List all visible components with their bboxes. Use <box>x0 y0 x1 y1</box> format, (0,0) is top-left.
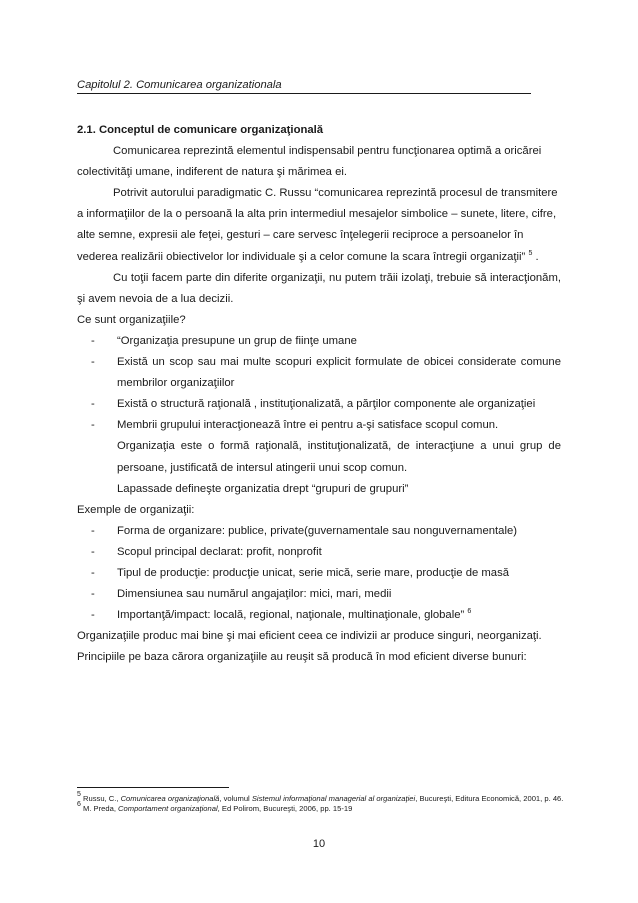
paragraph-russu-quote <box>77 183 561 267</box>
list-item-text: Există o structură raţională , instituţionalizată, a părţilor componente ale organizaţiei <box>117 398 536 411</box>
list-item <box>77 521 561 542</box>
list-dash: - <box>91 334 95 347</box>
footnote-volume: Sistemul informaţional managerial al organizaţiei <box>251 794 416 803</box>
footnote-text: , Bucureşti, Editura Economică, 2001, p. 46. <box>415 794 564 803</box>
list-item-text: Membrii grupului interacţionează între ei pentru a-şi satisface scopul comun. <box>117 419 499 432</box>
page-number: 10 <box>312 838 326 850</box>
list-item <box>77 394 561 415</box>
list-dash: - <box>91 545 95 558</box>
organization-definition: Organizaţia este o formă raţională, instituţionalizată, de interacţiune a unui grup de persoane, justificată de intersul atingerii unui scop comun. <box>117 440 561 474</box>
list-dash: - <box>91 566 95 579</box>
lapassade-definition: Lapassade defineşte organizatia drept “grupuri de grupuri” <box>117 482 409 495</box>
footnote-number: 5 <box>77 791 81 798</box>
list-item-text: Dimensiunea sau numărul angajaţilor: mici, mari, medii <box>117 588 392 601</box>
list-item <box>77 542 561 563</box>
list-item-text: Scopul principal declarat: profit, nonprofit <box>117 545 322 558</box>
paragraph-organizations: Cu toţii facem parte din diferite organizaţii, nu putem trăii izolaţi, trebuie să interacţionăm, şi avem nevoia de a lua decizii. <box>77 271 561 305</box>
footnote-text: , Ed Polirom, Bucureşti, 2006, pp. 15-19 <box>217 804 353 814</box>
list-item <box>77 352 561 394</box>
list-item <box>77 415 561 436</box>
russu-quote-text: Potrivit autorului paradigmatic C. Russu “comunicarea reprezintă procesul de transmitere a informaţiilor de la o persoană la alta prin intermediul mesajelor simbolice – sunete, litere, cifre, alte semne, expresii ale feţei, gesturi – care servesc înţelegerii reciproce a persoanelor în vederea realizării obiectivelor lor individuale şi a celor comune la scara întregii organizaţii” <box>77 187 558 263</box>
footnote-number: 6 <box>77 801 81 809</box>
paragraph-communication: Comunicarea reprezintă elementul indispensabil pentru funcţionarea optimă a oricărei colectivităţi umane, indiferent de natura şi mărimea ei. <box>77 145 542 179</box>
list-item-text: “Organizaţia presupune un grup de fiinţe umane <box>117 334 357 347</box>
list-item-text: Există un scop sau mai multe scopuri explicit formulate de obicei considerate comune membrilor organizaţiilor <box>117 356 561 390</box>
footnote-6 <box>77 801 567 814</box>
list-item <box>77 563 561 584</box>
organization-examples-list <box>77 521 561 626</box>
question-organizations: Ce sunt organizaţiile? <box>77 313 186 326</box>
list-dash: - <box>91 398 95 411</box>
list-dash: - <box>91 524 95 537</box>
footnote-text: , volumul <box>219 794 252 803</box>
footnote-text: Russu, C., <box>80 794 121 803</box>
closing-paragraph-1: Organizaţiile produc mai bine şi mai eficient ceea ce indivizii ar produce singuri, neorganizaţi. <box>77 630 542 643</box>
list-dash: - <box>91 609 95 622</box>
footnote-text: M. Preda, <box>80 804 119 814</box>
list-item <box>77 331 561 352</box>
footnote-ref-5[interactable]: 5 <box>528 249 533 257</box>
footnote-title: Comunicarea organizaţională <box>120 794 220 803</box>
list-item-text: Importanţă/impact: locală, regional, naţionale, multinaţionale, globale” <box>117 609 465 622</box>
list-dash: - <box>91 356 95 369</box>
examples-title: Exemple de organizaţii: <box>77 503 195 516</box>
list-item <box>77 605 561 626</box>
footnote-ref-6[interactable]: 6 <box>467 608 472 616</box>
page-body <box>77 120 561 668</box>
footnote-title: Comportament organizaţional <box>118 804 218 814</box>
list-dash: - <box>91 588 95 601</box>
footnote-divider <box>77 787 229 788</box>
list-item <box>77 584 561 605</box>
organization-traits-list <box>77 331 561 436</box>
footnotes <box>77 791 567 814</box>
russu-quote-tail: . <box>532 250 539 263</box>
footnote-5 <box>77 791 567 804</box>
section-title: 2.1. Conceptul de comunicare organizaţională <box>77 124 324 136</box>
list-dash: - <box>91 419 95 432</box>
closing-paragraph-2: Principiile pe baza cărora organizaţiile au reuşit să producă în mod eficient diverse bunuri: <box>77 651 527 664</box>
chapter-header: Capitolul 2. Comunicarea organizationala <box>77 78 531 94</box>
list-item-text: Tipul de producţie: producţie unicat, serie mică, serie mare, producţie de masă <box>117 566 510 579</box>
list-item-text: Forma de organizare: publice, private(guvernamentale sau nonguvernamentale) <box>117 524 518 537</box>
